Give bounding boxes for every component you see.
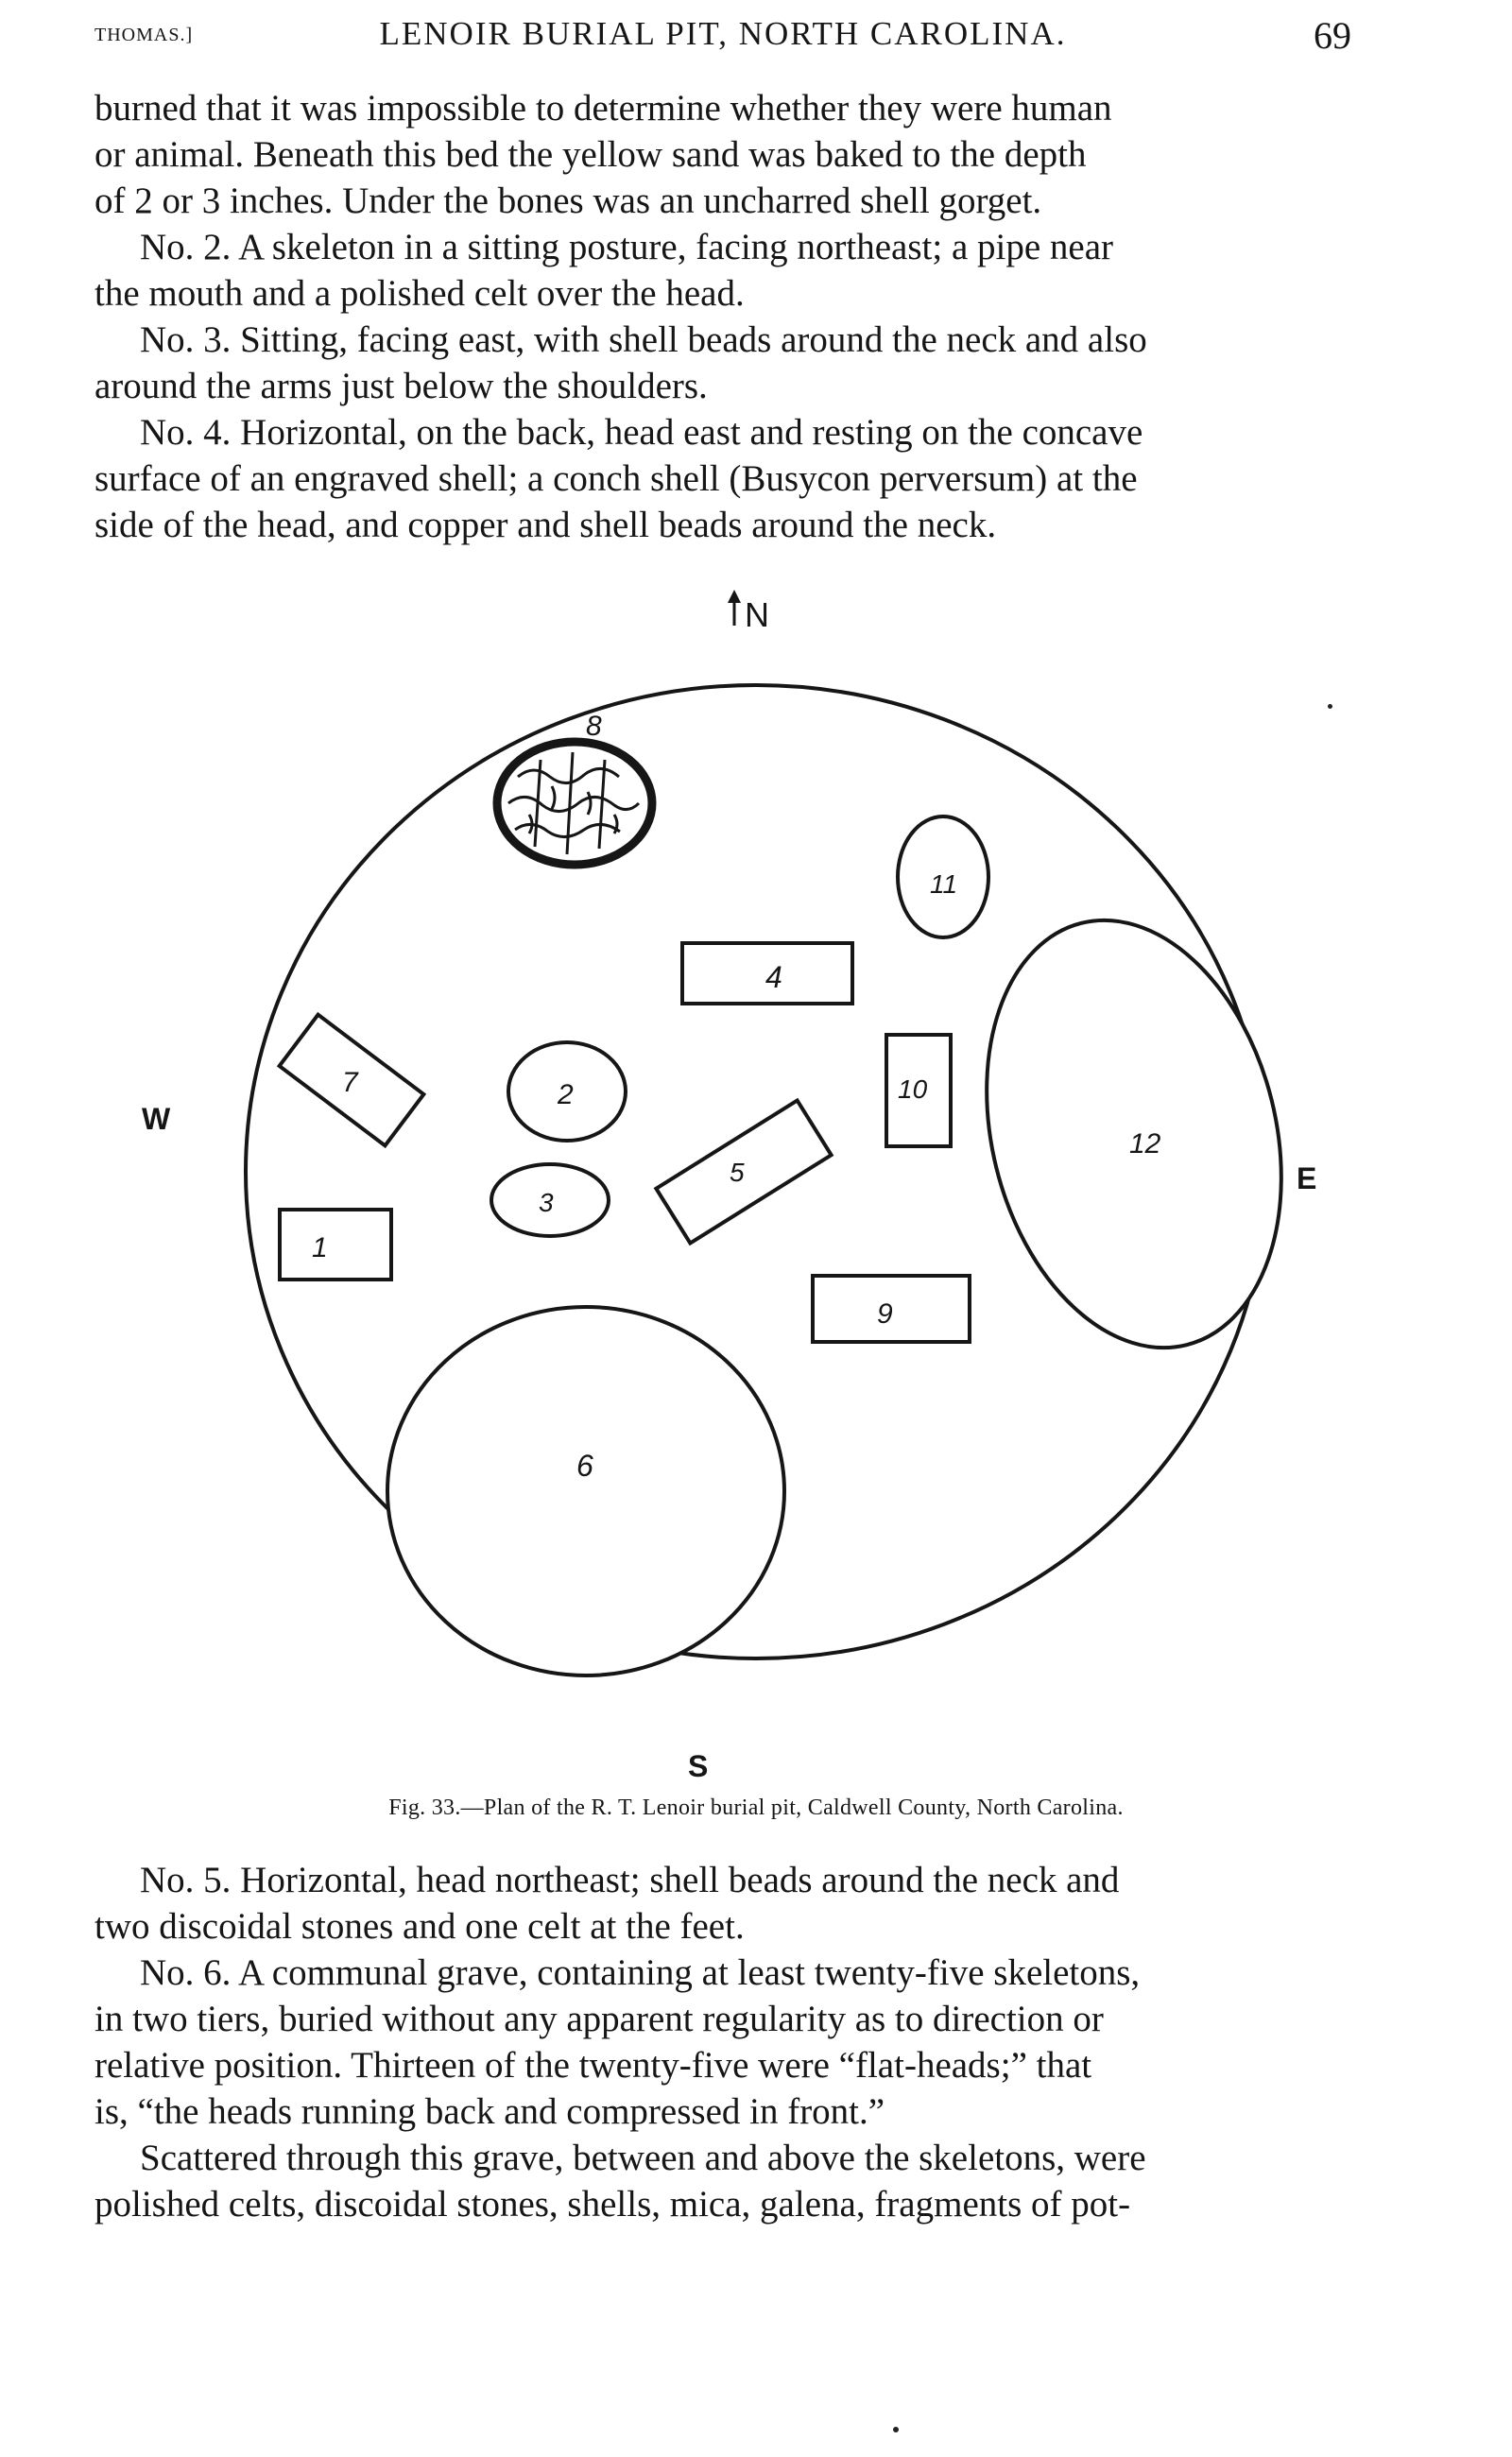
figure-caption: Fig. 33.—Plan of the R. T. Lenoir burial pit, Caldwell County, North Carolina. (388, 1796, 1124, 1820)
burial-pit-plan-drawing (0, 567, 1512, 1814)
compass-east: E (1297, 1161, 1317, 1195)
feature-6-communal-grave (387, 1307, 784, 1675)
text-line: No. 2. A skeleton in a sitting posture, facing northeast; a pipe near (140, 227, 1114, 267)
paragraph-no-6 (94, 1950, 1351, 2135)
label-10: 10 (898, 1074, 928, 1104)
label-2: 2 (558, 1079, 574, 1110)
label-11: 11 (930, 869, 958, 899)
text-line: surface of an engraved shell; a conch shell (Busycon perversum) at the (94, 458, 1138, 499)
burial-pit-plan-figure (0, 567, 1512, 1814)
compass-west: W (142, 1102, 171, 1136)
paragraph-no-5 (94, 1857, 1351, 1950)
text-line: or animal. Beneath this bed the yellow sand was baked to the depth (94, 134, 1087, 175)
text-line: in two tiers, buried without any apparent regularity as to direction or (94, 1999, 1104, 2039)
paragraph-scattered (94, 2135, 1351, 2227)
paragraph-no-2 (94, 224, 1351, 317)
page-number: 69 (1314, 14, 1351, 57)
label-12: 12 (1129, 1128, 1161, 1160)
text-line: burned that it was impossible to determine whether they were human (94, 88, 1112, 129)
north-arrow-icon (728, 590, 741, 626)
label-1: 1 (312, 1232, 328, 1263)
text-line: relative position. Thirteen of the twenty-five were “flat-heads;” that (94, 2045, 1092, 2086)
feature-8-shell-heap (497, 742, 652, 865)
text-line: of 2 or 3 inches. Under the bones was an uncharred shell gorget. (94, 180, 1042, 221)
text-line: the mouth and a polished celt over the head. (94, 273, 745, 314)
text-line: is, “the heads running back and compressed in front.” (94, 2091, 885, 2132)
text-line: No. 3. Sitting, facing east, with shell beads around the neck and also (140, 319, 1147, 360)
paragraph-no-4 (94, 409, 1351, 548)
label-8: 8 (586, 711, 602, 742)
text-line: No. 6. A communal grave, containing at least twenty-five skeletons, (140, 1952, 1141, 1993)
feature-1-rectangle (280, 1210, 391, 1280)
print-speck (893, 2427, 899, 2432)
label-6: 6 (576, 1449, 593, 1483)
paragraph-burned-bones (94, 85, 1351, 224)
print-speck (1328, 704, 1332, 709)
label-7: 7 (342, 1067, 358, 1098)
text-line: No. 4. Horizontal, on the back, head east and resting on the concave (140, 412, 1143, 453)
text-line: polished celts, discoidal stones, shells, mica, galena, fragments of pot- (94, 2184, 1131, 2225)
label-4: 4 (765, 960, 782, 994)
label-9: 9 (877, 1298, 893, 1330)
compass-north: N (745, 595, 769, 634)
label-5: 5 (730, 1158, 745, 1187)
compass-south: S (688, 1749, 709, 1783)
text-line: two discoidal stones and one celt at the feet. (94, 1906, 745, 1947)
text-line: side of the head, and copper and shell beads around the neck. (94, 505, 997, 545)
paragraph-no-3 (94, 317, 1351, 409)
running-head-title: LENOIR BURIAL PIT, NORTH CAROLINA. (379, 15, 1067, 52)
text-line: No. 5. Horizontal, head northeast; shell beads around the neck and (140, 1860, 1120, 1900)
text-line: Scattered through this grave, between and above the skeletons, were (140, 2138, 1146, 2178)
text-line: around the arms just below the shoulders. (94, 366, 708, 406)
label-3: 3 (539, 1188, 554, 1217)
running-header (94, 13, 1351, 59)
running-head-author: THOMAS.] (94, 25, 194, 45)
